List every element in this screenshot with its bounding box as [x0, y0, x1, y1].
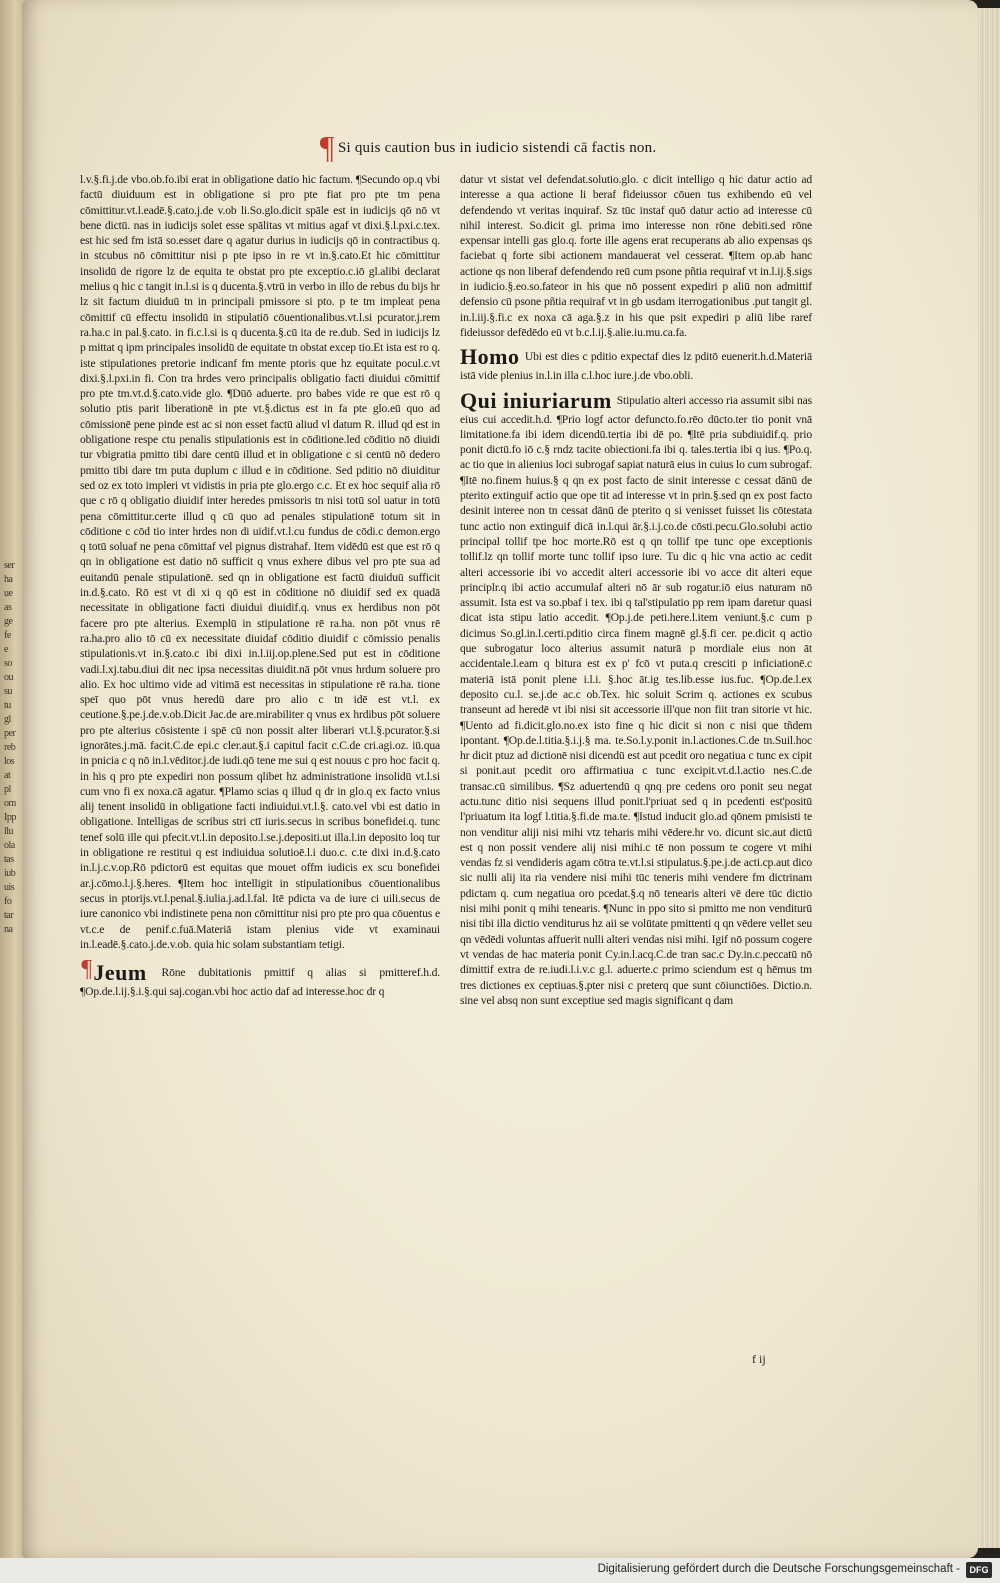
text-column-left	[80, 172, 440, 999]
previous-page-fragment: su	[4, 686, 12, 697]
previous-page-fragment: na	[4, 924, 13, 935]
column-left-paragraph: l.v.§.fi.j.de vbo.ob.fo.ibi erat in obligatione datio hic factum. ¶Secundo op.q vbi factū diuiduum est in obligatione si pro pte fiat pro pte tm pena cōmittitur.vt.l.eadē.§.cato.j.de v.ob li.So.glo.dicit spāle est in iudicijs qō nō vt bene dictū. nas in iudicijs solet esse spālitas vt mitius agaf vt dixi.§.l.pxi.c.tex. est hic sed fm istā so.esset dare q agatur durius in iudicijs qō in contractibus q. in stcubus nō cōmittitur nisi p pte ipso in re vt in.§.cato.Et hic cōmittitur insolidū de rigore lz de equita te obstat pro pte exceptio.c.iō gl.alibi declarat melius q hic c tangit in.l.si is q ducenta.§.vtrū in verbo in illo de rebus du bijs hr lz sit factum diuiduū tn in principali pmissore si pto. p te tm impleat pena cōmittif cū effectu insolidū in stipulatiō cōuentionalibus.vt.l.si pcurator.j.rem ra.ha.c in pal.§.cato. in fi.c.l.si is q ducenta.§.cū ita de re.dub. Sed in iudicijs lz p mittat q ipm principales insolidū de equitate tn obstat excep tio.Et ista est ro q. iste stipulationes pretorie indicanf fm mente ptoris que hz equitate pocul.c.vt dixi.§.l.pxi.in fi. Con tra hrdes vero principalis obligatio facti diuidui cōmittif pro pte tm.vt.d.§.cato.vide glo. ¶Dūō aduerte. pro babes vide re que est rō q solutio ptis parit liberationē in pte vt.§.dictus est in fa pte glo.eū quo ad cōmissionē pene pinde est ac si non esset factū aliud vl datum R. illud qd est in obligatione respe ctu penalis stipulationis est in cōditione.led cōditio nō diuidi tur vbigratia pmitto tibi dare centū illud et in obligatione c si centū nō dedero pmitto tibi dare tm puta duplum c illud e in cōditione. Sed pditio nō diuiditur sed oz ex toto impleri vt vidistis in pria pte glo.ergo c.c. Et ex hoc sequif alia rō que c rō q obligatio diuidif inter heredes pmissoris tn nisi totū sol uatur in totū pena cōmittitur.certe illud q cū quo ad penales stipulationē totum sit in cōditione c cōd tio inter hrdes non di uidif.vt.l.cu fundus de cōdi.c demon.ergo q totū soluaf ne pena cōmittaf vel pignus distrahaf. Item vidēdū est que est rō q qn in obligatione est datio nō sufficit q vnus exhere dibus vel pro pte sua ad euitandū penale stipulationē. sed qn in obligatione est factū diuiduū sufficit in.d.§.cato. Rō est vt di xi q qō est in cōditione nō diuidif sed ex quadā necessitate in obligatione facti diuidui diuidif.q. vnus ex herdibus non pōt facere pro pte alterius. Exemplū in stipulatione rē ra.ha. non pōt vnus rē ra.ha.pro alio tō cū ex necessitate diuidaf cōditio diuidif c cōmissio penalis stipulationis.vt in.§.cato.c ibi dixi in.l.iij.op.plene.Sed put est in cōditione vadi.l.xj.tabu.diui dit nec ipsa necessitas diuidit.nā pōt vnus hrdum soluere pro alio. Ex hoc ultimo vide ad vitimā est necessitas in stipulatione rē ra.ha. tione speī quo pōt vnus heredū dare pro alio c tn idē est vt.l. ex ceutione.§.pe.j.de.v.ob.Dicit Jac.de are.mirabiliter q vnus ex hrdibus pōt soluere pro pte alterius cōsistente i spē cū non possit alter liberari vt.l.§.pcurator.§.si ignorātes.j.mā. facit.C.de epi.c cler.aut.§.i capitul facit c.C.de cri.agi.oz. iū.qua in pnicia c q nō in.l.vēditor.j.de iudi.qō tene me sui q est nouus c pro hoc facit q. in his q pro pte expediri non possum qlibet hz administratione insolidū vt.l.si cum vno fi ex noxa.cā agatur. ¶Plamo scias q illud q dr in glo.q ex facto vnius alij tenent insolidū in obligatione facti indiuidui.vt.l.§. cato.vel vbi est datio in obligatione. Intelligas de scribus stri ctī iuris.secus in scribus bonefidei.q. tunc tenef solū ille qui pfecit.vt.l.in deposito.l.se.j.depositi.ut illa.l.in deposito loq tur in obligatione re restitui q est indiuidua solutioē.l.i duo.c. c.te dixi in.d.§.cato in.l.j.c.v.op.Rō pdictorū est equitas que mouet offm iudicis ex scu bonefidei ar.j.cōmo.l.j.§.heres. ¶Item hoc intelligit in stipulationibus cōuentionalibus secus in ptorijs.vt.l.penal.§.iulia.j.ad.l.fal. Itē pdicta va de iure ci uili.secus de iure canonico vbi indistinete pena non cōmittitur nisi pro pte pro qua cōuentus e vt.c.e de penif.c.fuā.Materiā istam plenius vide vt examinaui in.l.eadē.§.cato.j.de.v.ob. quia hic solam substantiam tetigi.	[80, 173, 440, 951]
initial-paragraph-mark-icon: ¶	[80, 956, 93, 983]
previous-page-fragment: as	[4, 602, 12, 613]
page-block-edges	[976, 8, 1000, 1548]
previous-page-fragment: om	[4, 798, 16, 809]
previous-page-fragment: ue	[4, 588, 13, 599]
initial-homo: Homo	[460, 344, 520, 370]
previous-page-fragment: ola	[4, 840, 15, 851]
previous-page-fragment: uis	[4, 882, 15, 893]
previous-page-fragment: pl	[4, 784, 11, 795]
page-heading	[318, 129, 878, 165]
previous-page-fragment: Ipp	[4, 812, 16, 823]
qui-iniuriarum-section	[460, 387, 812, 1009]
previous-page-fragment: ha	[4, 574, 13, 585]
homo-text: Ubi est dies c pditio expectaf dies lz pditō euenerit.h.d.Materiā istā vide plenius in.l.in illa c.l.hoc iure.j.de vbo.obli.	[460, 350, 812, 383]
initial-word: Jeum	[93, 960, 147, 986]
previous-page-fragment: fo	[4, 896, 12, 907]
initial-qui-iniuriarum: Qui iniuriarum	[460, 387, 612, 413]
previous-page-fragment: tu	[4, 700, 11, 711]
dfg-logo: DFG	[966, 1562, 992, 1578]
previous-page-fragment: llu	[4, 826, 14, 837]
previous-page-fragment: ou	[4, 672, 13, 683]
previous-page-fragment: e	[4, 644, 8, 655]
previous-page-fragment: ge	[4, 616, 13, 627]
signature-mark: f ij	[752, 1352, 766, 1366]
previous-page-fragment: fe	[4, 630, 11, 641]
previous-page-fragment: iub	[4, 868, 16, 879]
previous-page-fragment: so	[4, 658, 12, 669]
column-right-intro: datur vt sistat vel defendat.solutio.glo. c dicit intelligo q hic datur actio ad interesse a qua actione li beraf fideiussor cōuen tus exhibendo eū vel defendendo vt veritas inquiraf. Sz tūc instaf quō datur actio ad interesse cū nihil interest. So.dicit gl. prima imo interesse non rōne debiti.sed rōne expensar intelli gas glo.q. forte ille agens erat recuperans ab alio expensas qs faciebat q forte sibi actionem mandauerat vel cesserat. ¶Item op.ab hanc actione qs non liberaf defendendo reū cum psone pñtia requiraf vt in.l.ij.§.sigs in iudicio.§.eo.so.fateor in his que nō possent expediri p aliū non admittif defensio cū psone pñtia requiraf vt in gb usdam iterrogationibus .put tangit gl. in.l.iij.§.fi.c ex noxa cā aga.§.z in his que psit expediri p aliū libe raref fideiussor defēdēdo eū vt b.c.l.ij.§.alie.iu.mu.ca.fa.	[460, 173, 812, 339]
text-column-right	[460, 172, 812, 1008]
digitization-footer	[0, 1558, 1000, 1583]
funding-credit: Digitalisierung gefördert durch die Deutsche Forschungsgemeinschaft -	[597, 1563, 960, 1575]
previous-page-fragment: tas	[4, 854, 14, 865]
previous-page-fragment: los	[4, 756, 15, 767]
qui-iniuriarum-text: Stipulatio alteri accesso ria assumit sibi nas eius cui accedit.h.d. ¶Prio logf actor defuncto.fo.rēo dūcto.ter tio ponit vnā limitatione.fa ibi idem dicendū.tertia ibi dē po. ¶Itē pria subdiuidif.q. prio ponit dictū.fo iō c.§ rndz tacite obiectioni.fa ibi q. tales.tertia ibi q ius. ¶Po.q. ac tio que in alienius loci subrogaf sapiat naturā eius in cuius lo cum subrogaf. ¶Itē no.finem huius.§ q qn ex post facto de sinit interesse c cessat dānū de pterito extinguif actio que ope tit ad interesse vt in prin.§.sed qn ex post facto desinit interee non tn cessat dānū de pterito q si venisset fuisset lis cōtestata tunc actio non extinguif dicā in.l.qui ār.§.i.j.co.de cōsti.pecu.Glo.solubi actio principal tollif tpe hoc morte.Rō est q qn tollif tpe tunc ope exceptionis tollif.lz qn tollif morte tunc tollif ipso iure. Tu dic q hic vna actio ac cedit alteri accessorie ibi vo accedit alteri accessorie ibi vo acce dit alteri eque principlr.q ibi actio accumulaf alteri nō ār sub rogatur.iō eius naturam nō assumit. Ista est va so.pbaf i tex. ibi q tal'stipulatio pp rem ipam daretur quasi dicat ista stipu latio accedit. ¶Op.j.de peti.here.l.item veniunt.§.c cum p dicimus So.gl.in.l.certi.pditio circa finem magnē gl.§.fi cer. pe.dicit q actio que subrogatur loco alterius assumit naturā p mordiale eius non āt accidentale.l.eam q bitura est ex p' fcō vt puta.q cresciti p inficiationē.c materiā istā ponit plene i.l.i. §.hoc āt.ig tes.lib.esse ius.fuc. ¶Op.de.l.ex deposito cu.l. se.j.de ac.c ob.Tex. hic soluit Scrim q. actiones ex scubus transeunt ad heredē vt ibi nisi sit accessorie ill'que non fiit tran sitorie vt hic. ¶Uento ad fi.dicit.glo.no.ex isto fine q hic dicit si non c nisi que tñdem ipontant. ¶Op.de.l.titia.§.i.j.§ ma. te.So.l.y.ponit in.l.actiones.C.de tn.Suil.hoc hr dicit ptuz ad dictionē nisi dicendū est aut pcedit oro negatiua c tunc ex cipit si ponit.aut pcedit oro affirmatiua c tunc excipit.vt.d.l.actio nes.C.de transac.cū similibus. ¶Sz aduertendū q qnq pre cedens oro ponit seu negat actu.tunc ditio nisi sequens illud ponit.l'priuat sed q in pcedenti est'positū l'priuatum ita logf l.titia.§.fi.de ma.te. ¶Istud inducit glo.ad qōnem pmisisti te non venditur aliji nisi mihi vtz teharis mihi vēdere.hr vo. dicunt sic.aut dictū est q non possit vendere alij nisi mihi.c tē non possum te cogere vt mihi vendas fz si vendideris agam cōtra te.vt.l.si stipulatus.§.pe.j.de acti.cp.aut dico sic nulli alij ita ria vendere nisi mihi tūc teneris mihi vendere fm dictrinam pdictam q. cum negatiua oro pcedat.§.q nō tenearis alteri vē dere tūc dictio nisi mihi ponit q mihi tenearis. ¶Nunc in ppo sito si pmitto me non venditurū nisi tibi illa dictio venditurus hz aii se volūtate pmittenti q qn vēdere vellet seu qn vēdēdi voluntas affuerit nulli alteri vendas nisi mihi. Igif nō possum cogere vt vendas de hac materia ponit Cy.in.l.acq.C.de tran sac.c Dy.in.c.peccatū nō dimittif extra de re.iudi.l.i.v.c g.l. aduerte.c primo sciendum est q hēmus tm tres dictiones ex ceptiuas.§.pter nisi c preterq que sunt cōiunctiōes. Dictio.n. sine vel absq non sunt exceptiue sed magis significant q dam	[460, 393, 812, 1007]
previous-page-fragment: ser	[4, 560, 15, 571]
paragraph-mark-icon: ¶	[318, 129, 335, 165]
homo-section	[460, 346, 812, 383]
previous-page-fragment: per	[4, 728, 16, 739]
closing-text: Rōne dubitationis pmittif q alias si pmitteref.h.d. ¶Op.de.l.ij.§.i.§.qui saj.cogan.vbi hoc actio daf ad interesse.hoc dr q	[80, 966, 440, 999]
previous-page-fragment: gl	[4, 714, 11, 725]
column-left-closing	[80, 956, 440, 999]
previous-page-fragment: tar	[4, 910, 14, 921]
previous-page-fragment: reb	[4, 742, 16, 753]
previous-page-fragment: at	[4, 770, 11, 781]
page-title: Si quis caution bus in iudicio sistendi cā factis non.	[338, 140, 657, 156]
